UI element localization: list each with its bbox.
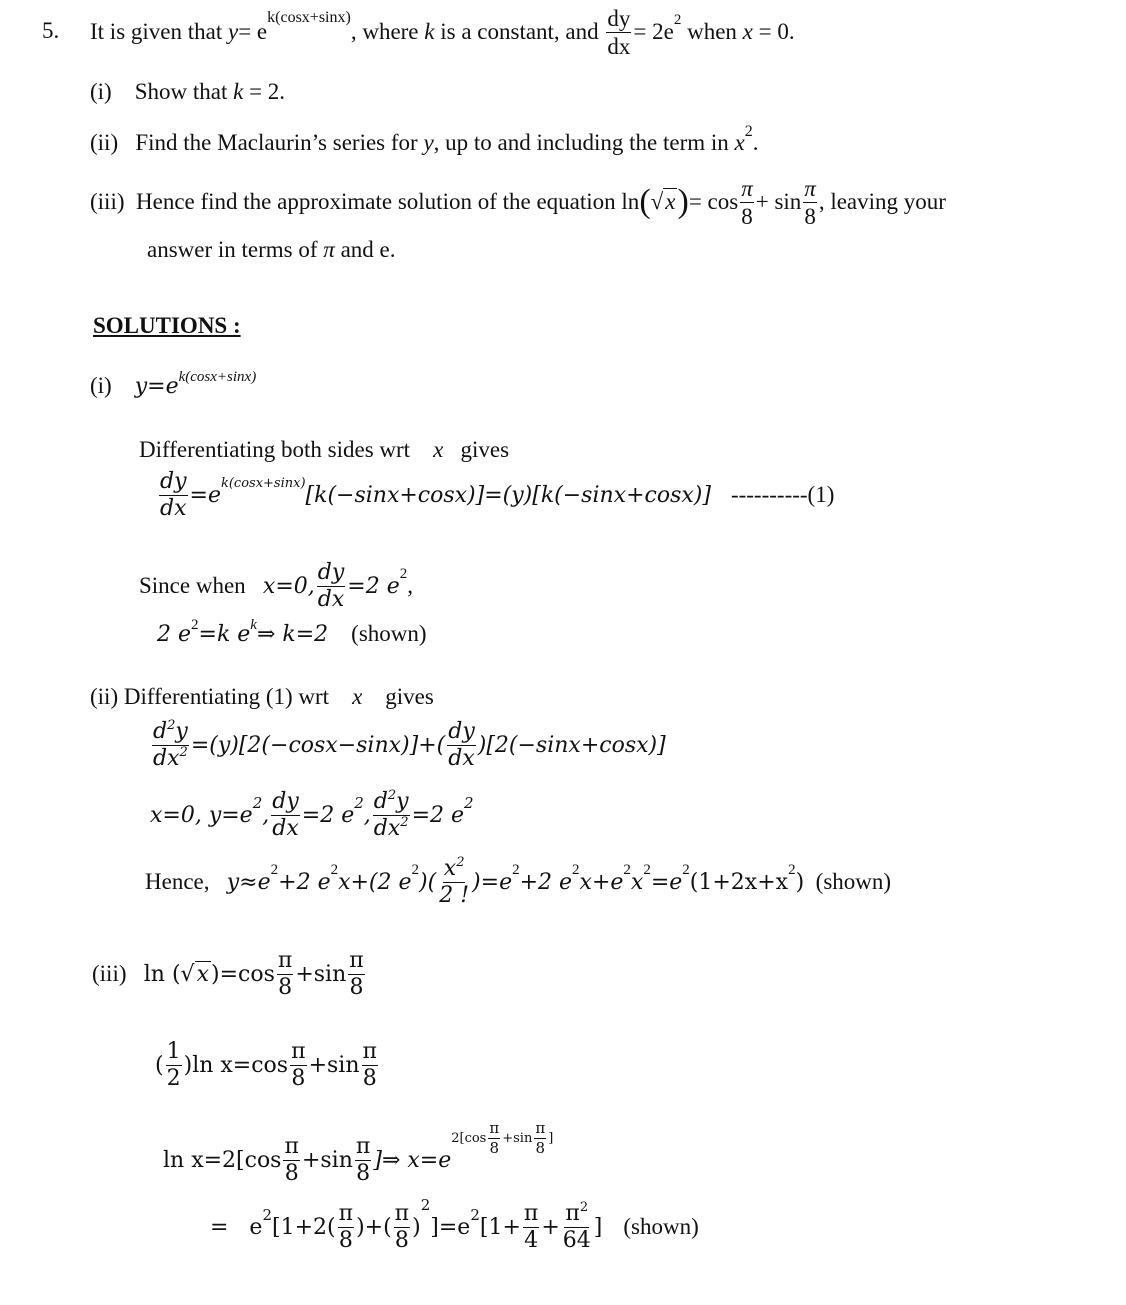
- part-iii-eight-1: 8: [741, 203, 753, 229]
- sol-iii-l4-sixtyfour: 64: [562, 1227, 591, 1253]
- sol-ii-d2-num: d: [153, 718, 168, 744]
- deriv-fraction: [606, 7, 631, 58]
- sol-iii-l4-pi2exp: 2: [579, 1199, 589, 1215]
- sol-ii-series-exp-2: 2: [330, 861, 339, 878]
- sol-ii-series-exp-6: 2: [623, 861, 631, 878]
- sol-iii-line4: [210, 1194, 699, 1260]
- sol-ii-vals-b: ,: [262, 802, 270, 828]
- sol-i-diff: [139, 437, 509, 463]
- part-i-k: k: [233, 79, 244, 104]
- sol-iii-l2-plus: +sin: [308, 1052, 360, 1078]
- sol-iii-l1-ln: ln (: [143, 961, 181, 987]
- sol-ii-hence-label: Hence,: [145, 869, 210, 894]
- sol-i-line1: [90, 369, 257, 399]
- sol-iii-l4-frac1: [338, 1200, 354, 1253]
- sol-iii-l2-lnx: ln x=cos: [192, 1052, 289, 1078]
- sol-iii-l4-exp2: 2: [470, 1206, 480, 1224]
- part-iii-sqrt: √x: [650, 189, 676, 214]
- part-iii-plus: + sin: [755, 189, 802, 214]
- sol-ii-series-g: x+e: [579, 869, 624, 895]
- sol-iii-l3-exp-pi1: π: [489, 1118, 500, 1137]
- sol-iii-l1-eight1: 8: [278, 974, 293, 1000]
- sol-ii-series-frac: [438, 854, 470, 908]
- sol-iii-l4-pi4-wrap: [564, 1199, 589, 1228]
- question-intro: [90, 5, 795, 59]
- sol-iii-l4-h: ]: [593, 1214, 603, 1240]
- intro-b: , where: [350, 19, 419, 44]
- sol-i-result-b: =k e: [198, 622, 251, 647]
- sol-i-since-exp: 2: [399, 565, 408, 582]
- sol-i-d-frac: [159, 468, 188, 521]
- intro-e: = 0.: [758, 19, 795, 44]
- deriv-den: dx: [607, 33, 631, 59]
- sol-iii-l2-eight2: 8: [362, 1065, 377, 1091]
- part-iii-line2-pi: π: [323, 237, 335, 262]
- sol-iii-l4-pi4: π: [565, 1200, 580, 1226]
- sol-iii-l3-frac2: [355, 1133, 371, 1186]
- sol-i-d-den: dx: [160, 495, 187, 521]
- sol-iii-l1-frac1: [277, 947, 293, 1000]
- sol-iii-l4-e: ]=e: [430, 1214, 471, 1240]
- sol-ii-series-frac-num-wrap: [443, 854, 466, 883]
- sol-i-result-c: ⇒ k=2: [256, 622, 329, 647]
- sol-iii-l4-pi2: π: [394, 1200, 410, 1226]
- part-ii-y: y: [423, 130, 434, 155]
- question-number: 5.: [42, 18, 60, 43]
- sol-ii-vals-a: x=0, y=e: [150, 802, 253, 828]
- sol-iii-l1-eight2: 8: [349, 974, 364, 1000]
- sol-ii-vals-d2den: dx: [373, 815, 401, 841]
- sol-ii-d2-dy: dy: [448, 718, 475, 744]
- sol-iii-l2-frac1: [290, 1038, 306, 1091]
- part-i-eq: = 2.: [249, 79, 286, 104]
- sol-iii-l2-open: (: [155, 1052, 164, 1078]
- sol-i-result-a: 2 e: [157, 622, 192, 647]
- part-i-text: Show that: [134, 79, 228, 104]
- sol-i-exp: k(cosx+sinx): [178, 369, 257, 385]
- sol-iii-l4-f: [1+: [479, 1214, 521, 1240]
- sol-ii-vals-exp2: 2: [354, 794, 364, 812]
- sol-iii-l3-eight2: 8: [356, 1160, 371, 1186]
- sol-i-result: [157, 617, 427, 647]
- intro-a: It is given that: [90, 19, 223, 44]
- sol-i-result-exp1: 2: [191, 617, 199, 633]
- sol-iii-l4-c: )+(: [356, 1214, 392, 1240]
- sol-iii-label: (iii): [92, 961, 127, 986]
- sol-i-d-exp: k(cosx+sinx): [220, 475, 306, 491]
- sol-iii-l3-exp-c: ]: [548, 1130, 554, 1146]
- sol-iii-l4-eight2: 8: [394, 1227, 409, 1253]
- part-iii-frac-1: [740, 177, 754, 228]
- deriv-num: dy: [607, 5, 631, 31]
- sol-iii-line3: [163, 1118, 554, 1192]
- part-ii: [90, 123, 759, 156]
- sol-ii-vals-frac2: [373, 787, 410, 841]
- sol-iii-l3-exp: [451, 1118, 554, 1157]
- sol-ii-series-exp-3: 2: [411, 861, 420, 878]
- sol-iii-l4-dexp: 2: [420, 1196, 431, 1214]
- sol-ii-series-a: y≈e: [226, 869, 271, 895]
- part-ii-exp: 2: [744, 123, 753, 140]
- sol-ii-series-d: )(: [419, 869, 437, 895]
- sol-iii-l4-exp1: 2: [262, 1206, 272, 1224]
- sol-ii-series-j: (1+2x+x: [689, 869, 789, 895]
- sol-ii-label: (ii) Differentiating (1) wrt: [90, 684, 330, 709]
- sol-ii-vals-e: =2 e: [411, 802, 465, 828]
- sol-ii-hence: [145, 850, 891, 914]
- sol-iii-l3-exp-eight1: 8: [489, 1138, 500, 1157]
- sol-ii-series-exp-5: 2: [572, 861, 580, 878]
- sol-i-label: (i): [90, 373, 112, 398]
- sol-ii-series-frac-den: 2 !: [439, 882, 470, 908]
- sol-iii-l2-pi1: π: [291, 1038, 306, 1064]
- part-iii-paren-close: ): [677, 183, 689, 220]
- deriv-rhs-exp: 2: [673, 11, 682, 28]
- part-i-label: (i): [90, 79, 112, 104]
- sol-iii-l2-close: ): [183, 1052, 193, 1078]
- sol-ii-series-i: =e: [650, 869, 683, 895]
- sol-ii-series-exp-7: 2: [643, 861, 651, 878]
- sol-iii-l1-pi2: π: [349, 947, 364, 973]
- intro-exp: k(cosx+sinx): [267, 9, 351, 26]
- sol-iii-l4-four: 4: [524, 1227, 539, 1253]
- sol-i-since-text: Since when: [139, 573, 246, 598]
- intro-c: is a constant, and: [440, 19, 599, 44]
- sol-i-result-exp2: k: [250, 617, 257, 633]
- sol-i-since-frac: [317, 559, 346, 612]
- sol-iii-l3-c: ]⇒ x=e: [373, 1147, 452, 1173]
- sol-iii-l4-frac4: [562, 1199, 592, 1253]
- part-iii-pi-2: π: [804, 175, 816, 201]
- sol-iii-l2-one: 1: [166, 1038, 181, 1064]
- sol-i-d-mid: =e: [189, 482, 221, 508]
- sol-ii-d2-den: dx: [153, 745, 180, 771]
- part-iii-eq: = cos: [688, 189, 739, 214]
- part-ii-text: Find the Maclaurin’s series for: [135, 130, 418, 155]
- sol-ii-vals-d2exp: 2: [387, 787, 397, 803]
- part-iii-end: , leaving your: [818, 189, 946, 214]
- sol-iii-line1: [92, 944, 367, 1004]
- sol-ii-series-frac-num: x: [443, 855, 457, 881]
- part-iii-ln: ln: [621, 189, 640, 214]
- sol-i-d-num: dy: [160, 468, 187, 494]
- sol-iii-l2-two: 2: [166, 1065, 181, 1091]
- sol-iii-l2-eight1: 8: [291, 1065, 306, 1091]
- intro-y: y: [227, 19, 239, 44]
- sol-iii-l3-b: +sin: [301, 1147, 353, 1173]
- sol-ii-series-exp-1: 2: [270, 861, 279, 878]
- sol-iii-l4-b: [1+2(: [272, 1214, 336, 1240]
- sol-ii-vals-d: ,: [363, 802, 371, 828]
- sol-ii-d2-dydx: [447, 718, 476, 771]
- sol-ii-series-c: x+(2 e: [338, 869, 412, 895]
- sol-iii-l4-d: ): [412, 1214, 421, 1240]
- sol-iii-l4-eight1: 8: [338, 1227, 353, 1253]
- sol-ii-vals-d2denexp: 2: [400, 814, 409, 830]
- sol-iii-l3-exp-a: 2[cos: [451, 1130, 487, 1146]
- sol-i-since-end: ,: [407, 573, 413, 598]
- intro-k: k: [424, 19, 435, 44]
- sol-iii-l4-frac3: [523, 1200, 539, 1253]
- intro-x: x: [742, 19, 753, 44]
- sol-ii-vals-frac1: [271, 788, 300, 841]
- sol-ii-d2-den-exp: 2: [179, 744, 188, 760]
- sol-ii-series-f: +2 e: [519, 869, 573, 895]
- sol-iii-l1-pi1: π: [277, 947, 293, 973]
- solutions-heading: SOLUTIONS :: [93, 313, 241, 338]
- sol-ii-vals-d2-den: [373, 816, 410, 840]
- sol-ii-series-exp-9: 2: [788, 861, 796, 878]
- part-ii-end: .: [752, 130, 759, 155]
- sol-ii-vals-dx: dx: [272, 815, 299, 841]
- sol-iii-l3-eight1: 8: [284, 1160, 299, 1186]
- part-i: [90, 79, 285, 105]
- sol-ii-intro: [90, 684, 434, 710]
- sol-ii-d2-dx: dx: [448, 745, 475, 771]
- intro-eq: = e: [238, 19, 268, 44]
- sol-iii-l2-half: [166, 1038, 182, 1091]
- sol-iii-l2-pi2: π: [362, 1038, 377, 1064]
- sol-i-since-den: dx: [317, 586, 345, 612]
- part-iii-line2b: and e.: [340, 237, 396, 262]
- sol-ii-vals-exp3: 2: [464, 794, 474, 812]
- sol-ii-shown: (shown): [815, 869, 892, 894]
- sol-ii-d2-num-exp: 2: [167, 717, 176, 733]
- part-iii-frac-2: [803, 177, 817, 228]
- intro-d: when: [687, 19, 737, 44]
- sol-ii-series-e: )=e: [472, 869, 513, 895]
- sol-ii-vals-exp1: 2: [252, 794, 263, 812]
- sol-ii-d2-num-y: y: [175, 718, 188, 744]
- sol-ii-d2-den-wrap: [152, 746, 189, 770]
- sol-i-since-x: x=0,: [262, 573, 315, 599]
- sol-ii-vals-d2y: y: [396, 788, 409, 814]
- sol-i-eq: y=e: [134, 374, 179, 399]
- sol-i-since: [139, 558, 413, 614]
- sol-ii-series-exp-4: 2: [512, 861, 520, 878]
- part-iii-label: (iii): [90, 189, 125, 214]
- sol-iii-l4-eq: =: [210, 1214, 229, 1240]
- sol-i-d-tag: ----------(1): [730, 482, 835, 507]
- part-iii-x: x: [665, 189, 676, 214]
- sol-i-since-rhs: =2 e: [347, 573, 400, 599]
- sol-ii-d2-num-wrap: [152, 717, 189, 746]
- sol-i-diff-text: Differentiating both sides wrt: [139, 437, 411, 462]
- sol-ii-vals-d2-num: [373, 787, 410, 816]
- sol-iii-l4-pi1: π: [338, 1200, 354, 1226]
- sol-iii-l3-exp-frac1: [488, 1118, 500, 1157]
- sol-i-d-rest: [k(−sinx+cosx)]=(y)[k(−sinx+cosx)]: [305, 482, 711, 508]
- sol-iii-l3-a: ln x=2[cos: [163, 1147, 282, 1173]
- sol-iii-l4-g: +: [541, 1214, 560, 1240]
- sol-iii-l3-exp-b: +sin: [502, 1130, 533, 1146]
- part-iii-paren-open: (: [639, 183, 651, 220]
- sol-ii-d2: [150, 713, 666, 777]
- sol-iii-l4-pi3: π: [523, 1200, 539, 1226]
- part-iii-text: Hence find the approximate solution of the equation: [136, 189, 616, 214]
- part-ii-text2: , up to and including the term in: [433, 130, 729, 155]
- sol-iii-l3-exp-pi2: π: [535, 1118, 546, 1137]
- part-ii-x: x: [734, 130, 745, 155]
- sol-ii-gives: gives: [385, 684, 434, 709]
- sol-ii-x: x: [352, 684, 363, 709]
- sol-i-result-shown: (shown): [351, 621, 427, 646]
- sol-ii-vals-c: =2 e: [301, 802, 355, 828]
- sol-ii-vals-d2: d: [373, 788, 388, 814]
- part-iii-line2a: answer in terms of: [147, 237, 318, 262]
- sol-iii-l4-a: e: [249, 1214, 263, 1240]
- sol-iii-l3-frac1: [283, 1133, 299, 1186]
- sol-iii-l3-exp-frac2: [534, 1118, 546, 1157]
- sol-i-diff-x: x: [433, 437, 444, 462]
- sol-i-diff-gives: gives: [460, 437, 510, 462]
- sol-iii-l1-sqrt: √x: [180, 961, 209, 987]
- sol-iii-l3-pi2: π: [355, 1133, 371, 1159]
- part-iii-eight-2: 8: [804, 203, 816, 229]
- sol-iii-l1-plus: +sin: [295, 961, 347, 987]
- sol-i-since-num: dy: [317, 559, 345, 585]
- sol-iii-line2: [155, 1034, 380, 1096]
- sol-ii-series-b: +2 e: [278, 869, 331, 895]
- part-ii-label: (ii): [90, 130, 119, 155]
- sol-ii-d2-rest1: =(y)[2(−cosx−sinx)]+(: [190, 732, 446, 758]
- sol-ii-vals-dy: dy: [272, 788, 299, 814]
- sol-iii-l4-frac2: [394, 1200, 410, 1253]
- sol-ii-series-h: x: [630, 869, 644, 895]
- part-iii-line2: [147, 237, 396, 263]
- sol-iii-l3-exp-eight2: 8: [535, 1138, 546, 1157]
- sol-ii-series-k: ): [795, 869, 805, 895]
- sol-iii-l1-frac2: [348, 947, 364, 1000]
- sol-ii-series-frac-exp: 2: [456, 854, 465, 870]
- sol-ii-d2-rest2: )[2(−sinx+cosx)]: [477, 732, 666, 758]
- sol-ii-series-exp-8: 2: [682, 861, 690, 878]
- deriv-rhs: = 2e: [633, 19, 674, 44]
- sol-iii-l3-pi1: π: [284, 1133, 299, 1159]
- sol-iii-l1-x: x: [196, 961, 209, 987]
- sol-ii-d2-frac: [152, 717, 189, 771]
- sol-ii-vals: [150, 783, 474, 847]
- sol-i-deriv: [157, 466, 834, 524]
- sol-iii-shown: (shown): [623, 1214, 699, 1239]
- sol-iii-l1-b: )=cos: [210, 961, 275, 987]
- part-iii: [90, 176, 946, 228]
- sol-iii-l2-frac2: [362, 1038, 378, 1091]
- part-iii-pi-1: π: [741, 175, 753, 201]
